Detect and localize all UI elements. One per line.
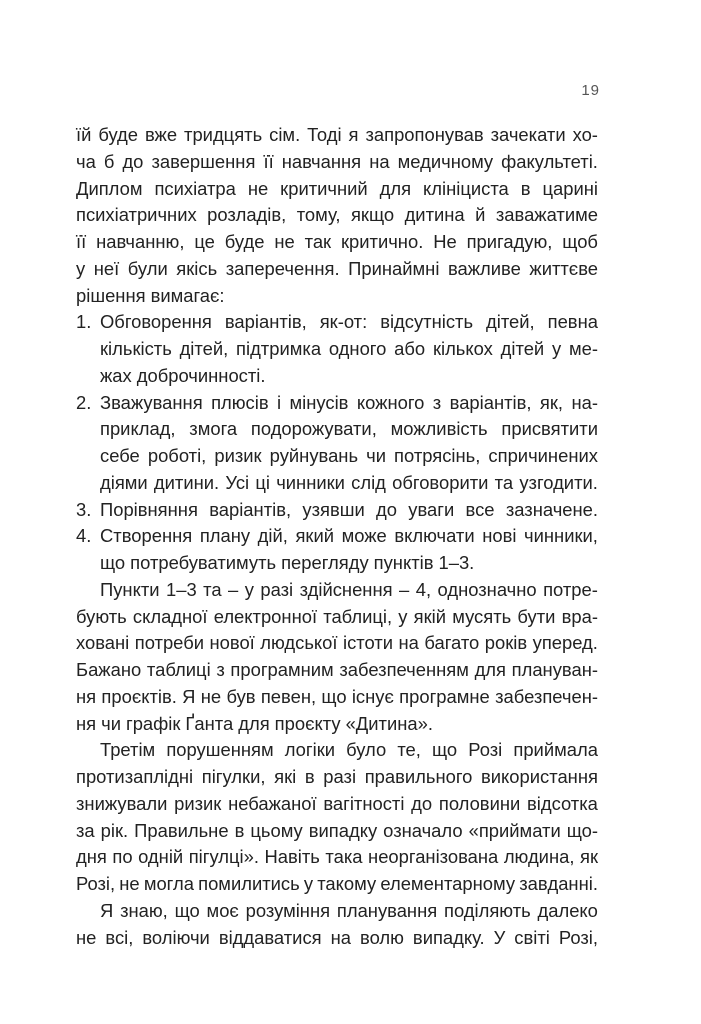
word: 1–3 xyxy=(165,578,197,600)
word: кількох xyxy=(432,338,493,359)
list-item-line xyxy=(76,523,598,550)
word: психіатричних xyxy=(76,204,197,226)
word: цьому xyxy=(250,819,303,841)
word: запропонував xyxy=(365,124,484,145)
word: людина, xyxy=(503,846,575,868)
word: вимагає: xyxy=(150,284,225,306)
word: ховані xyxy=(76,632,130,654)
word: потре- xyxy=(543,578,598,600)
word: включати xyxy=(394,525,475,547)
word: багато xyxy=(424,632,480,654)
word: до xyxy=(122,150,144,172)
text-line xyxy=(76,684,598,711)
word: був xyxy=(226,685,256,707)
word: плану xyxy=(199,525,251,547)
word: небажаної xyxy=(228,792,317,814)
word: були xyxy=(127,257,168,279)
word: перегляду xyxy=(281,552,369,573)
word: певна xyxy=(547,311,598,333)
word: б xyxy=(103,150,115,172)
word: варіантів, xyxy=(224,311,307,333)
word: планування xyxy=(336,899,438,921)
word: ча xyxy=(76,150,96,172)
word: потрясінь, xyxy=(394,445,481,466)
word: було xyxy=(346,739,387,761)
text-line xyxy=(76,176,598,203)
word: варіантів, xyxy=(209,498,292,520)
word: означало xyxy=(383,819,463,841)
word: забезпеченням xyxy=(339,659,469,680)
word: могла xyxy=(143,873,194,894)
word: може xyxy=(341,525,387,547)
word: у xyxy=(76,257,86,279)
word: себе xyxy=(100,445,140,466)
word: у xyxy=(552,338,562,359)
word: Розі, xyxy=(76,873,116,894)
word: Принаймні xyxy=(348,257,440,279)
word: важливе xyxy=(447,257,521,279)
word: якщо xyxy=(350,204,395,226)
word: уперед. xyxy=(532,632,598,654)
word: зазначене. xyxy=(505,498,598,520)
word: одній xyxy=(138,846,184,868)
word: до xyxy=(411,792,433,814)
word: для xyxy=(474,659,506,680)
word: у xyxy=(244,578,254,600)
word: узявши xyxy=(302,498,365,520)
word: ня xyxy=(76,712,97,734)
text-line xyxy=(76,630,598,657)
text-line xyxy=(76,122,598,149)
word: жах xyxy=(100,364,132,386)
word: воліючи xyxy=(142,926,210,948)
word: забезпечен- xyxy=(495,685,598,707)
word: на- xyxy=(571,391,598,413)
word: критично. xyxy=(340,231,424,252)
word: з xyxy=(432,391,442,413)
word: Пункти xyxy=(100,578,160,600)
word: дітей, xyxy=(486,311,535,333)
text-line xyxy=(76,818,598,845)
word: подорожувати, xyxy=(250,418,377,440)
word: за xyxy=(76,819,95,841)
word: ризик xyxy=(214,445,262,466)
text-line xyxy=(76,283,598,310)
word: не xyxy=(247,177,269,199)
list-number: 1. xyxy=(76,311,92,333)
word: в xyxy=(304,766,315,787)
list-item-line xyxy=(76,497,598,524)
word: те, xyxy=(397,739,421,761)
word: моє xyxy=(206,899,239,921)
word: Усі xyxy=(225,471,250,493)
list-number: 4. xyxy=(76,525,92,547)
word: обговорити xyxy=(392,471,489,493)
word: Створення xyxy=(100,525,193,547)
word: так xyxy=(304,231,332,252)
word: рік. xyxy=(100,819,129,841)
word: нові xyxy=(482,525,517,547)
word: що xyxy=(432,739,458,761)
word: кількість xyxy=(100,338,172,359)
word: Бажано xyxy=(76,659,142,680)
word: графік xyxy=(125,712,181,734)
word: Зважування xyxy=(100,391,203,413)
word: з xyxy=(216,659,225,680)
word: дитина xyxy=(404,204,465,226)
word: який xyxy=(295,525,335,547)
word: діями xyxy=(100,471,148,493)
word: на xyxy=(398,632,419,654)
word: Диплом xyxy=(76,177,143,199)
word: Розі xyxy=(468,739,503,761)
word: ці xyxy=(255,471,270,493)
word: психіатра xyxy=(154,177,236,199)
word: та xyxy=(203,578,222,600)
word: мінусів xyxy=(289,391,349,413)
word: навчання xyxy=(281,150,362,172)
word: все xyxy=(465,498,495,520)
word: клініциста xyxy=(423,177,509,199)
word: по xyxy=(112,846,133,868)
word: Розі, xyxy=(558,926,598,948)
word: порушенням xyxy=(166,739,274,761)
word: неї xyxy=(93,257,120,279)
word: заперечення. xyxy=(225,257,340,279)
text-line xyxy=(76,577,598,604)
list-item-line xyxy=(76,390,598,417)
word: й xyxy=(475,204,486,226)
word: знижували xyxy=(76,792,168,814)
word: потреби xyxy=(134,632,205,654)
word: у xyxy=(303,873,314,894)
word: на xyxy=(369,150,390,172)
word: таблиці xyxy=(146,659,211,680)
word: критичний xyxy=(280,177,368,199)
word: програмне xyxy=(399,685,490,707)
text-line xyxy=(76,256,598,283)
word: певен, xyxy=(260,685,317,707)
word: Я xyxy=(100,899,114,921)
word: щоб xyxy=(562,231,598,252)
word: навчанню, xyxy=(96,231,185,252)
word: волю xyxy=(360,926,404,948)
text-line xyxy=(76,443,598,470)
word: протизаплідні xyxy=(76,766,194,787)
word: програмним xyxy=(230,659,334,680)
word: чи xyxy=(366,445,386,466)
word: дітей xyxy=(500,338,545,359)
word: заважатиме xyxy=(495,204,598,226)
word: і xyxy=(277,391,282,413)
word: використання xyxy=(481,766,598,787)
word: її xyxy=(76,231,87,252)
word: буде xyxy=(224,231,265,252)
word: що xyxy=(174,899,200,921)
word: як-от: xyxy=(319,311,368,333)
list-number: 2. xyxy=(76,391,92,413)
word: чи xyxy=(101,712,121,734)
word: – xyxy=(399,578,410,600)
text-line xyxy=(76,791,598,818)
word: руйнувань xyxy=(269,445,359,466)
word: факультеті. xyxy=(501,150,598,172)
text-line xyxy=(76,550,598,577)
word: що xyxy=(321,685,347,707)
word: світі xyxy=(514,926,550,948)
word: кожного xyxy=(356,391,425,413)
word: помилитись xyxy=(198,873,300,894)
word: не xyxy=(76,926,97,948)
text-line xyxy=(76,657,598,684)
word: пригадую, xyxy=(466,231,553,252)
word: дитини. xyxy=(153,471,220,493)
word: приклад, xyxy=(100,418,176,440)
word: та xyxy=(494,471,514,493)
word: для xyxy=(379,177,412,199)
word: вра- xyxy=(561,605,598,627)
word: буде xyxy=(98,124,139,145)
word: у xyxy=(398,605,408,627)
word: Ґанта xyxy=(185,712,234,734)
word: Третім xyxy=(100,739,156,761)
word: – xyxy=(228,578,239,600)
word: здійснення xyxy=(299,578,393,600)
word: чинники, xyxy=(524,525,598,547)
word: однозначно xyxy=(437,578,537,600)
word: якій xyxy=(413,605,447,627)
word: відсотка xyxy=(527,792,598,814)
text-line xyxy=(76,604,598,631)
word: Порівняння xyxy=(100,498,198,520)
word: тридцять xyxy=(184,124,263,145)
word: Не xyxy=(433,231,457,252)
word: елементарному xyxy=(380,873,516,894)
word: пунктів xyxy=(373,552,434,573)
word: У xyxy=(493,926,506,948)
word: розладів, xyxy=(207,204,287,226)
word: доброчинності. xyxy=(136,364,266,386)
word: або xyxy=(394,338,426,359)
word: узгодити. xyxy=(519,471,598,493)
word: проєкту xyxy=(274,712,341,734)
word: царині xyxy=(542,177,598,199)
word: що- xyxy=(566,819,598,841)
text-line xyxy=(76,737,598,764)
word: Обговорення xyxy=(100,311,212,333)
word: присвятити xyxy=(501,418,598,440)
word: рішення xyxy=(76,284,146,306)
word: правильного xyxy=(364,766,473,787)
word: «приймати xyxy=(468,819,561,841)
list-item-line xyxy=(76,309,598,336)
word: сім. xyxy=(269,124,301,145)
word: до xyxy=(376,498,398,520)
word: Навіть xyxy=(264,846,320,868)
page-number: 19 xyxy=(581,82,600,99)
word: якісь xyxy=(176,257,218,279)
word: не xyxy=(119,873,140,894)
word: випадку. xyxy=(412,926,485,948)
text-line xyxy=(76,711,598,738)
word: нової xyxy=(209,632,255,654)
text-line xyxy=(76,149,598,176)
word: Я xyxy=(182,685,196,707)
word: віддаватися xyxy=(218,926,322,948)
word: ризик xyxy=(174,792,222,814)
word: плюсів xyxy=(211,391,269,413)
word: потребуватимуть xyxy=(130,552,277,573)
word: проєктів. xyxy=(101,685,177,707)
word: життєве xyxy=(529,257,598,279)
word: дітей, xyxy=(179,338,229,359)
word: мусять xyxy=(452,605,512,627)
word: відсутність xyxy=(380,311,474,333)
word: її xyxy=(263,150,274,172)
word: які xyxy=(274,766,297,787)
word: спричинених xyxy=(488,445,598,466)
word: я xyxy=(348,124,359,145)
word: можливість xyxy=(390,418,488,440)
word: істоти xyxy=(342,632,394,654)
word: бують xyxy=(76,605,127,627)
word: знаю, xyxy=(120,899,168,921)
word: на xyxy=(330,926,351,948)
word: поділяють xyxy=(444,899,531,921)
word: разі xyxy=(260,578,294,600)
word: Правильне xyxy=(134,819,229,841)
text-line xyxy=(76,764,598,791)
text-line xyxy=(76,844,598,871)
word: такому xyxy=(317,873,377,894)
text-line xyxy=(76,925,598,952)
word: не xyxy=(274,231,295,252)
word: уваги xyxy=(408,498,455,520)
word: варіантів, xyxy=(449,391,532,413)
body-text xyxy=(76,122,598,951)
text-line xyxy=(76,416,598,443)
word: розуміння xyxy=(245,899,331,921)
word: завершення xyxy=(151,150,256,172)
word: пігулки, xyxy=(201,766,266,787)
word: років xyxy=(484,632,528,654)
word: їй xyxy=(76,124,92,145)
word: існує xyxy=(351,685,394,707)
word: 1–3. xyxy=(438,552,475,573)
word: завданні. xyxy=(519,873,598,894)
list-number: 3. xyxy=(76,498,92,520)
text-line xyxy=(76,363,598,390)
word: пігулці». xyxy=(188,846,259,868)
text-line xyxy=(76,202,598,229)
word: не xyxy=(200,685,222,707)
word: роботі, xyxy=(147,445,207,466)
word: всі, xyxy=(105,926,134,948)
word: що xyxy=(100,552,126,573)
word: це xyxy=(194,231,215,252)
word: приймала xyxy=(513,739,598,761)
word: «Дитина». xyxy=(345,712,433,734)
word: в xyxy=(234,819,245,841)
word: неорганізована xyxy=(368,846,499,868)
word: хо- xyxy=(572,124,598,145)
word: підтримка xyxy=(236,338,322,359)
text-line xyxy=(76,898,598,925)
word: половини xyxy=(438,792,521,814)
word: медичному xyxy=(397,150,494,172)
word: чинники xyxy=(276,471,345,493)
word: логіки xyxy=(284,739,336,761)
word: зачекати xyxy=(490,124,566,145)
word: таблиці, xyxy=(323,605,393,627)
word: ня xyxy=(76,685,97,707)
word: бути xyxy=(517,605,556,627)
word: тому, xyxy=(296,204,341,226)
word: Тоді xyxy=(307,124,342,145)
word: плануван- xyxy=(511,659,598,680)
word: дня xyxy=(76,846,107,868)
text-line xyxy=(76,470,598,497)
word: слід xyxy=(351,471,386,493)
word: як, xyxy=(539,391,564,413)
text-line xyxy=(76,871,598,898)
word: складної xyxy=(132,605,208,627)
word: як xyxy=(579,846,598,868)
word: вже xyxy=(144,124,178,145)
word: електронної xyxy=(213,605,318,627)
word: така xyxy=(325,846,363,868)
word: далеко xyxy=(537,899,598,921)
word: для xyxy=(238,712,270,734)
word: разі xyxy=(323,766,357,787)
text-line xyxy=(76,336,598,363)
text-line xyxy=(76,229,598,256)
word: випадку xyxy=(308,819,378,841)
word: в xyxy=(520,177,531,199)
word: людської xyxy=(260,632,338,654)
word: змога xyxy=(189,418,238,440)
word: дій, xyxy=(257,525,288,547)
word: ме- xyxy=(569,338,598,359)
word: одного xyxy=(328,338,387,359)
word: вагітності xyxy=(323,792,405,814)
word: 4, xyxy=(415,578,432,600)
